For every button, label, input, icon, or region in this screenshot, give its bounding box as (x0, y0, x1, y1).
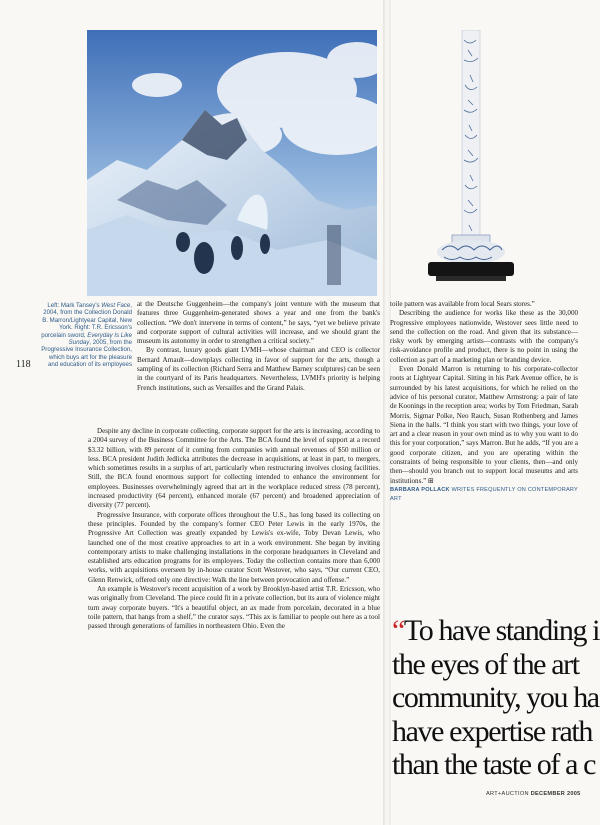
column-1-body (88, 427, 380, 632)
author-byline (390, 486, 578, 505)
caption-text: Left: Mark Tansey's (47, 302, 100, 309)
issue-date: DECEMBER 2005 (530, 791, 581, 797)
page-number: 118 (16, 359, 31, 370)
page-footer (486, 791, 581, 797)
paragraph: Despite any decline in corporate collecting, corporate support for the arts is increasing, according to a 2004 survey of the Business Committee for the Arts. The BCA found the level of support at a record $3.32 billion, with 89 percent of it coming from companies with annual revenues of $50 million or less. BCA president Judith Jedlicka attributes the decrease in acquisitions, at least in part, to mergers, which sometimes results in a surplus of art, particularly when restructuring involves closing facilities. Still, the BCA found enormous support for collecting intended to enhance the environment for employees. Businesses overwhelmingly agreed that art in the workplace reduced stress (78 percent), increased productivity (64 percent), enhanced morale (67 percent) and broadened appreciation of diversity (77 percent). (88, 427, 380, 510)
pull-quote-line: than the taste of a c (392, 748, 595, 781)
caption-artwork-title: West Face (101, 302, 131, 309)
caption-text: , 2004, from the Collection Donald B. Marron/Lightyear Capital, New York. Right: T.R. Ericsson's porcelain sword, (41, 302, 132, 339)
figure-caption (40, 302, 132, 369)
pull-quote-line: the eyes of the art (392, 647, 579, 681)
end-mark-icon: ⊞ (427, 476, 434, 485)
paragraph: Describing the audience for works like these as the 30,000 Progressive employees nationwide, Westover sees little need to send the collection on the road. And given that its substance—risky work by emerging artists—contrasts with the company's risk-avoidance profile and product, there is no point in using the collection as part of a marketing plan or branding device. (390, 309, 578, 364)
paragraph: Progressive Insurance, with corporate offices throughout the U.S., has long based its collecting on these principles. Founded by the company's former CEO Peter Lewis in the early 1970s, the Progressive Art Collection was greatly expanded by Lewis's ex-wife, Toby Devan Lewis, who launched one of the most creative approaches to art in a work environment. She began by inviting contemporary artists to make challenging installations in the corporate headquarters in Cleveland and established arts education programs for its employees. Today the collection contains more than 6,000 works, with acquisitions overseen by in-house curator Scott Westover, who says, “Our current CEO, Glenn Renwick, offered only one directive: Walk the line between provocation and offense.” (88, 510, 380, 584)
pull-quote-text: To have standing i (403, 614, 600, 647)
open-quote-mark: “ (392, 614, 404, 647)
paragraph: at the Deutsche Guggenheim—the company's joint venture with the museum that features three Guggenheim-generated shows a year and one from the bank's collection. “We don't intervene in terms of content,” he says, “yet we believe private and corporate support of cultural activities will increase, and we should grant the museum its autonomy in order to strengthen a critical society.” (137, 300, 380, 346)
paragraph: By contrast, luxury goods giant LVMH—whose chairman and CEO is collector Bernard Arnault—downplays collecting in favor of support for the arts, though a sampling of its collection (Richard Serra and Matthew Barney sculptures) can be seen in the courtyard of its Paris headquarters. Nevertheless, LVMH's priority is helping French institutions, such as Versailles and the Grand Palais. (137, 346, 380, 392)
pull-quote-line: community, you ha (392, 681, 599, 714)
paragraph (390, 365, 578, 486)
column-2 (390, 300, 578, 505)
author-description: WRITES FREQUENTLY ON CONTEMPORARY ART (390, 486, 578, 503)
magazine-name: ART+AUCTION (486, 791, 529, 797)
paragraph: toile pattern was available from local Sears stores.” (390, 300, 535, 308)
paragraph: An example is Westover's recent acquisition of a work by Brooklyn-based artist T.R. Ericsson, who was originally from Cleveland. The piece could fit in a private collection, but its aura of violence might turn away corporate buyers. “It's a beautiful object, an ax made from porcelain, decorated in a blue toile pattern, that hangs from a shelf,” the curator says. “This ax is familiar to people out here as a tool passed through generations of families in northeastern Ohio. Even the (88, 585, 380, 631)
porcelain-sword-photo (422, 30, 520, 286)
painting-west-face (87, 30, 377, 296)
pull-quote-line (392, 614, 600, 648)
column-1-top (137, 300, 380, 393)
pull-quote (392, 614, 600, 782)
caption-text: , 2005, from the Progressive Insurance Collection, which buys art for the pleasure and education of its employees (41, 339, 132, 369)
paragraph-text: Even Donald Marron is returning to his corporate-collector roots at Lightyear Capital. Sitting in his Park Avenue office, he is surrounded by his latest acquisitions, for which he relied on the advice of his personal curator, Matthew Armstrong: a pair of late de Koonings in the reception area; works by Tom Friedman, Sarah Morris, Sigmar Polke, Neo Rauch, Susan Rothenberg and James Siena in the halls. “I think you start with two things, your love of art and a clear reason in your own mind as to why you want to do this for your corporation,” says Marron. But he adds, “If you are a good corporate citizen, and you are operating within the constraints of being responsible to your clients, then—and only then—should you branch out to support local museums and arts institutions.” (390, 365, 578, 485)
author-name: BARBARA POLLACK (390, 486, 450, 493)
pull-quote-line: have expertise rath (392, 714, 592, 748)
caption-artwork-title: Everyday Is Like Sunday (68, 331, 132, 347)
